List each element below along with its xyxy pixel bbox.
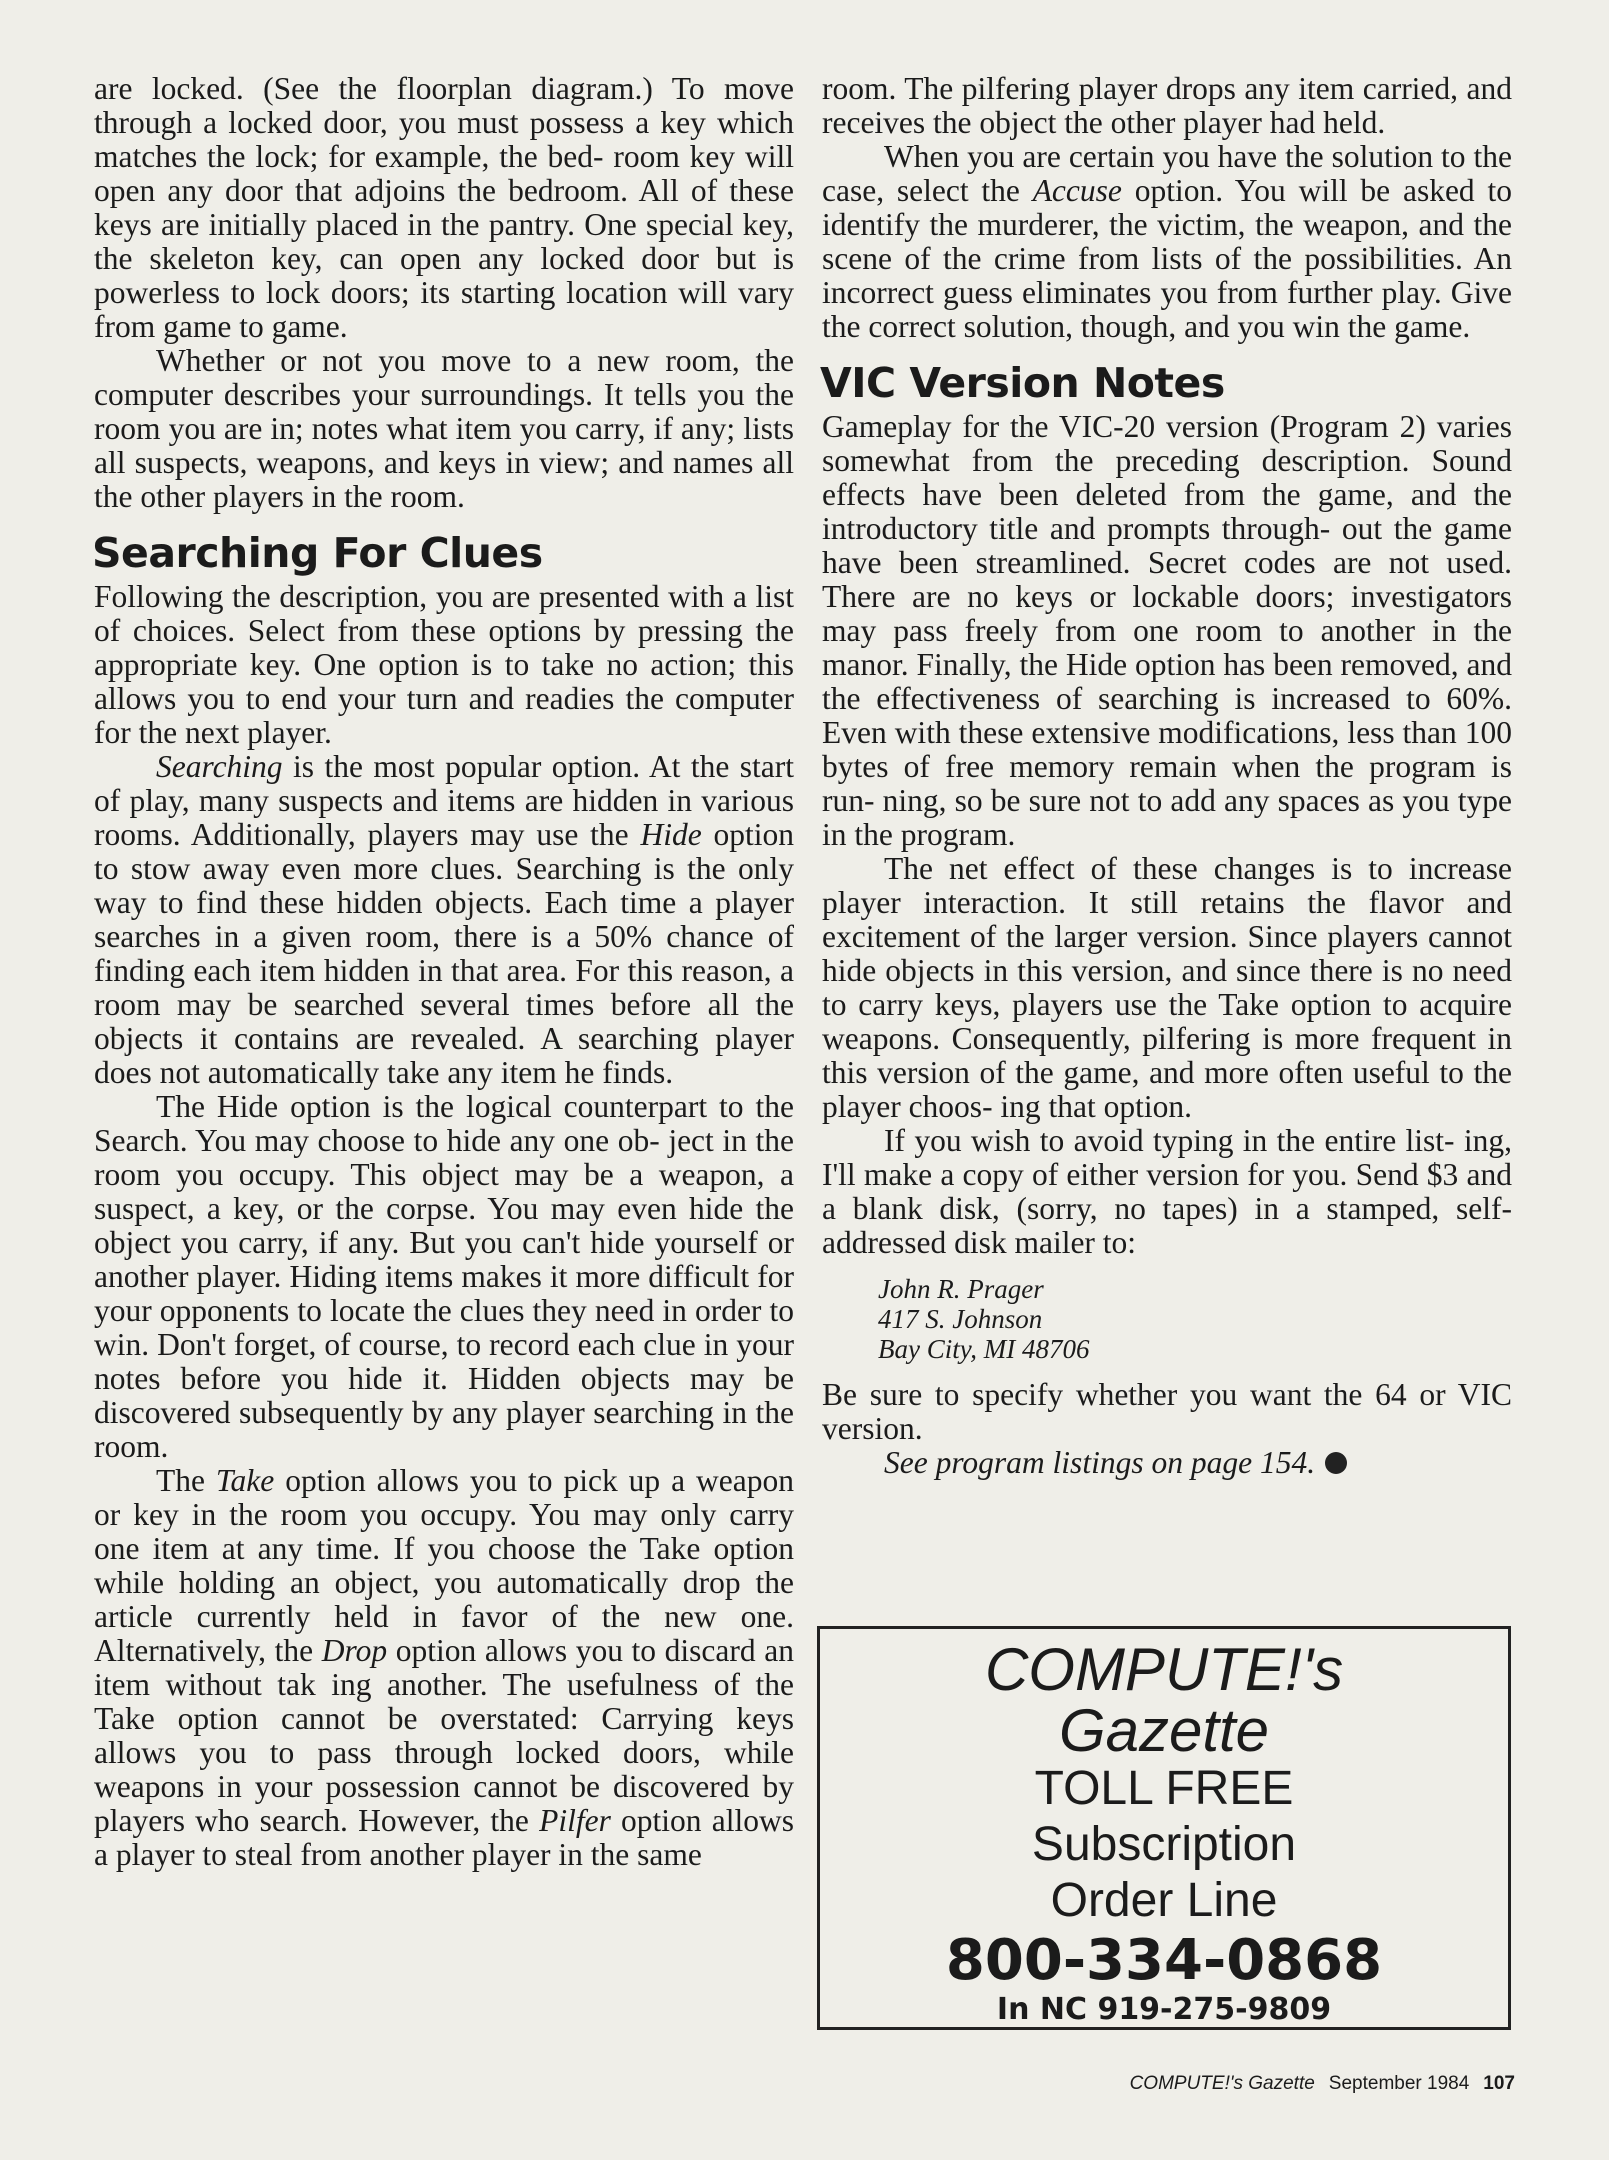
listing-note-text: See program listings on page 154.	[884, 1445, 1316, 1480]
left-column	[94, 72, 794, 1872]
emphasis: Drop	[321, 1633, 388, 1668]
emphasis: Take	[215, 1463, 275, 1498]
text-run: The	[156, 1463, 216, 1498]
paragraph	[94, 1464, 794, 1872]
text-run: is the most popular option. At the start of play, many suspects and items are hidden in various rooms. Additionally, players may use the	[94, 749, 794, 852]
text-run: option. You will be asked to identify the murderer, the victim, the weapon, and the scene of the crime from lists of the possibilities. An incorrect guess eliminates you from further play. Give the correct solution, though, and you win the game.	[822, 173, 1512, 344]
footer-publication: COMPUTE!'s Gazette	[1129, 2073, 1315, 2094]
emphasis: Searching	[156, 749, 283, 784]
end-mark-icon	[1325, 1452, 1347, 1474]
address-city: Bay City, MI 48706	[878, 1334, 1090, 1364]
paragraph: are locked. (See the floorplan diagram.) To move through a locked door, you must possess a key which matches the lock; for example, the bed- room key will open any door that adjoins the bedroom. All of these keys are initially placed in the pantry. One special key, the skeleton key, can open any locked door but is powerless to lock doors; its starting location will vary from game to game.	[94, 71, 794, 344]
right-column	[822, 72, 1512, 1480]
ad-subscription: Subscription	[1031, 1818, 1297, 1871]
paragraph: Following the description, you are presented with a list of choices. Select from these options by pressing the appropriate key. One option is to take no action; this allows you to end your turn and readies the computer for the next player.	[94, 579, 794, 750]
paragraph: The net effect of these changes is to increase player interaction. It still retains the flavor and excitement of the larger version. Since players cannot hide objects in this version, and since there is no need to carry keys, players use the Take option to acquire weapons. Consequently, pilfering is more frequent in this version of the game, and more often useful to the player choos- ing that option.	[822, 851, 1512, 1124]
page-footer	[1130, 2073, 1515, 2095]
mailing-address	[878, 1274, 1512, 1364]
paragraph	[822, 140, 1512, 344]
text-run: option allows a player to steal from another player in the same	[94, 1803, 794, 1872]
ad-order-line: Order Line	[1050, 1874, 1278, 1927]
ad-nc-phone: In NC 919-275-9809	[996, 1992, 1332, 2027]
text-run: option allows you to pick up a weapon or key in the room you occupy. You may only carry one item at any time. If you choose the Take option while holding an object, you automatically drop the article currently held in favor of the new one. Alternatively, the	[94, 1463, 794, 1668]
text-run: option allows you to discard an item without tak ing another. The usefulness of the Take option cannot be overstated: Carrying keys allows you to pass through locked doors, while weapons in your possession cannot be discovered by players who search. However, the	[94, 1633, 794, 1838]
address-name: John R. Prager	[878, 1274, 1044, 1304]
emphasis: Pilfer	[539, 1803, 611, 1838]
paragraph: Be sure to specify whether you want the 64 or VIC version.	[822, 1377, 1512, 1446]
ad-subtitle: Gazette	[1058, 1697, 1270, 1764]
ad-title: COMPUTE!'s	[984, 1636, 1344, 1703]
listing-note	[884, 1446, 1512, 1480]
ad-toll-free: TOLL FREE	[1034, 1762, 1294, 1815]
emphasis: Accuse	[1032, 173, 1122, 208]
subscription-ad	[817, 1626, 1511, 2030]
text-run: option to stow away even more clues. Searching is the only way to find these hidden objects. Each time a player searches in a given room, there is a 50% chance of finding each item hidden in that area. For this reason, a room may be searched several times before all the objects it contains are revealed. A searching player does not automatically take any item he finds.	[94, 817, 794, 1090]
section-heading-searching: Searching For Clues	[92, 529, 543, 577]
paragraph: The Hide option is the logical counterpart to the Search. You may choose to hide any one ob- ject in the room you occupy. This object may be a weapon, a suspect, a key, or the corpse. You may even hide the object you carry, if any. But you can't hide yourself or another player. Hiding items makes it more difficult for your opponents to locate the clues they need in order to win. Don't forget, of course, to record each clue in your notes before you hide it. Hidden objects may be discovered subsequently by any player searching in the room.	[94, 1089, 794, 1464]
paragraph: Gameplay for the VIC-20 version (Program 2) varies somewhat from the preceding description. Sound effects have been deleted from the game, and the introductory title and prompts through- out the game have been streamlined. Secret codes are not used. There are no keys or lockable doors; investigators may pass freely from one room to another in the manor. Finally, the Hide option has been removed, and the effectiveness of searching is increased to 60%. Even with these extensive modifications, less than 100 bytes of free memory remain when the program is run- ning, so be sure not to add any spaces as you type in the program.	[822, 409, 1512, 852]
address-street: 417 S. Johnson	[878, 1304, 1043, 1334]
paragraph: room. The pilfering player drops any item carried, and receives the object the other player had held.	[822, 71, 1512, 140]
text-run: When you are certain you have the solution to the case, select the	[822, 139, 1512, 208]
footer-issue: September 1984	[1328, 2073, 1470, 2094]
page-number: 107	[1483, 2073, 1515, 2094]
ad-phone-number: 800-334-0868	[945, 1928, 1383, 1993]
emphasis: Hide	[640, 817, 702, 852]
paragraph: Whether or not you move to a new room, the computer describes your surroundings. It tells you the room you are in; notes what item you carry, if any; lists all suspects, weapons, and keys in view; and names all the other players in the room.	[94, 343, 794, 514]
section-heading-vic: VIC Version Notes	[820, 359, 1225, 407]
paragraph	[94, 750, 794, 1090]
paragraph: If you wish to avoid typing in the entire list- ing, I'll make a copy of either version for you. Send $3 and a blank disk, (sorry, no tapes) in a stamped, self-addressed disk mailer to:	[822, 1123, 1512, 1260]
